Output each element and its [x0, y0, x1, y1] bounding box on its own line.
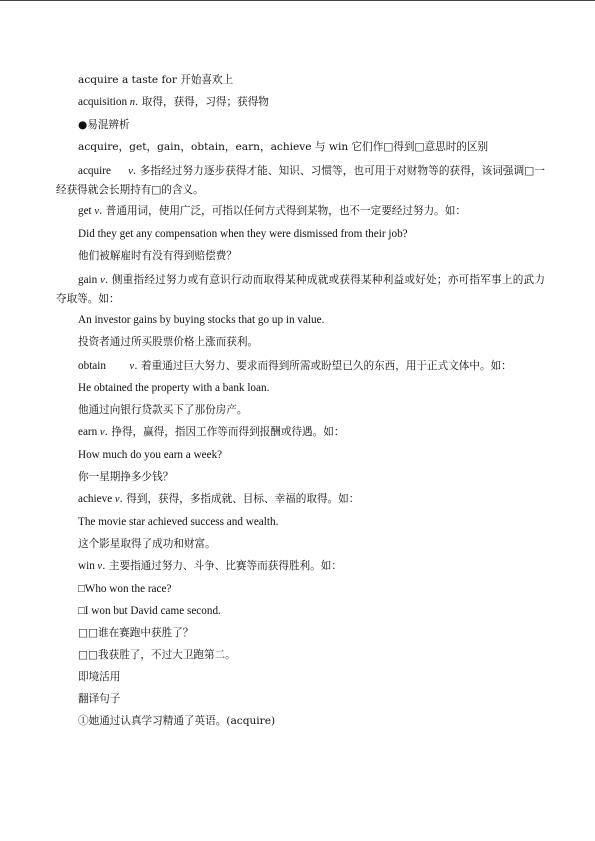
line-text: The movie star achieved success and wealth.: [78, 516, 279, 528]
example-gain-en: [0, 313, 595, 327]
part-of-speech: v: [97, 275, 105, 286]
entry-win: [0, 559, 595, 574]
example-win-en-2: [0, 604, 595, 618]
definition: . 普通用词，使用广泛，可指以任何方式得到某物，也不一定要经过努力。如：: [99, 205, 466, 217]
line-text: 他通过向银行贷款买下了那份房产。: [78, 404, 248, 416]
paragraph-gain: [0, 271, 595, 308]
confusables-intro: [0, 140, 595, 154]
line-text: 他们被解雇时有没有得到赔偿费？: [78, 250, 237, 262]
part-of-speech: v: [128, 166, 133, 177]
headword: win: [78, 560, 95, 572]
line-text: ●易混辨析: [78, 119, 130, 131]
example-win-zh-1: [0, 626, 595, 640]
example-get-zh: [0, 249, 595, 263]
headword: acquisition: [78, 96, 128, 108]
line-text: acquire a taste for 开始喜欢上: [78, 74, 234, 86]
example-gain-zh: [0, 335, 595, 349]
example-win-zh-2: [0, 648, 595, 662]
part-of-speech: n: [127, 97, 136, 108]
line-text: □□我获胜了，不过大卫跑第二。: [78, 649, 236, 661]
example-achieve-en: [0, 515, 595, 529]
definition: . 得到，获得，多指成就、目标、幸福的取得。如：: [119, 493, 360, 505]
line-text: He obtained the property with a bank loan.: [78, 382, 270, 394]
definition: . 主要指通过努力、斗争、比赛等而获得胜利。如：: [102, 560, 342, 572]
example-obtain-zh: [0, 403, 595, 417]
example-obtain-en: [0, 381, 595, 395]
section-heading-confusables: [0, 118, 595, 132]
document-body: [0, 73, 595, 736]
line-text: □Who won the race?: [78, 583, 172, 595]
entry-achieve: [0, 492, 595, 507]
line-text: ①她通过认真学习精通了英语。(acquire): [78, 715, 276, 727]
definition: . 取得，获得，习得；获得物: [135, 96, 269, 108]
part-of-speech: v: [112, 494, 120, 505]
headword: gain: [78, 274, 98, 286]
example-win-en-1: [0, 582, 595, 596]
page-top-rule: [0, 0, 595, 1]
subheading-translate: [0, 692, 595, 706]
line-text: acquire，get，gain，obtain，earn，achieve 与 win 它们作□得到□意思时的区别: [78, 141, 489, 153]
phrase-acquire-a-taste-for: [0, 73, 595, 87]
headword: achieve: [78, 493, 113, 505]
part-of-speech: v: [94, 561, 103, 572]
example-achieve-zh: [0, 537, 595, 551]
paragraph-obtain: [0, 357, 595, 376]
line-text: 翻译句子: [78, 693, 121, 705]
line-text: 你一星期挣多少钱？: [78, 471, 174, 483]
section-heading-practice: [0, 670, 595, 684]
line-text: Did they get any compensation when they were dismissed from their job?: [78, 228, 408, 240]
definition: . 挣得，赢得，指因工作等而得到报酬或待遇。如：: [104, 426, 345, 438]
definition: . 着重通过巨大努力、要求而得到所需或盼望已久的东西，用于正式文体中。如：: [134, 360, 512, 372]
entry-earn: [0, 425, 595, 440]
line-text: 即境活用: [78, 671, 121, 683]
example-earn-zh: [0, 470, 595, 484]
part-of-speech: v: [91, 206, 100, 217]
headword: acquire: [78, 165, 111, 177]
entry-get: [0, 204, 595, 219]
example-earn-en: [0, 448, 595, 462]
line-text: 这个影星取得了成功和财富。: [78, 538, 216, 550]
definition: . 侧重指经过努力或有意识行动而取得某种成就或获得某种利益或好处；亦可指军事上的武力夺取等。如：: [56, 274, 545, 305]
exercise-item-1: [0, 714, 595, 728]
line-text: 投资者通过所买股票价格上涨而获利。: [78, 336, 259, 348]
line-text: How much do you earn a week?: [78, 449, 223, 461]
part-of-speech: v: [129, 361, 135, 372]
line-text: An investor gains by buying stocks that go up in value.: [78, 314, 325, 326]
headword: get: [78, 205, 92, 217]
definition: . 多指经过努力逐步获得才能、知识、习惯等，也可用于对财物等的获得，该词强调□一经获得就会长期持有□的含义。: [56, 165, 545, 196]
headword: earn: [78, 426, 98, 438]
line-text: □I won but David came second.: [78, 605, 221, 617]
entry-acquisition: [0, 95, 595, 110]
paragraph-acquire: [0, 162, 595, 199]
line-text: □□谁在赛跑中获胜了？: [78, 627, 194, 639]
example-get-en: [0, 227, 595, 241]
part-of-speech: v: [97, 427, 105, 438]
headword: obtain: [78, 360, 106, 372]
